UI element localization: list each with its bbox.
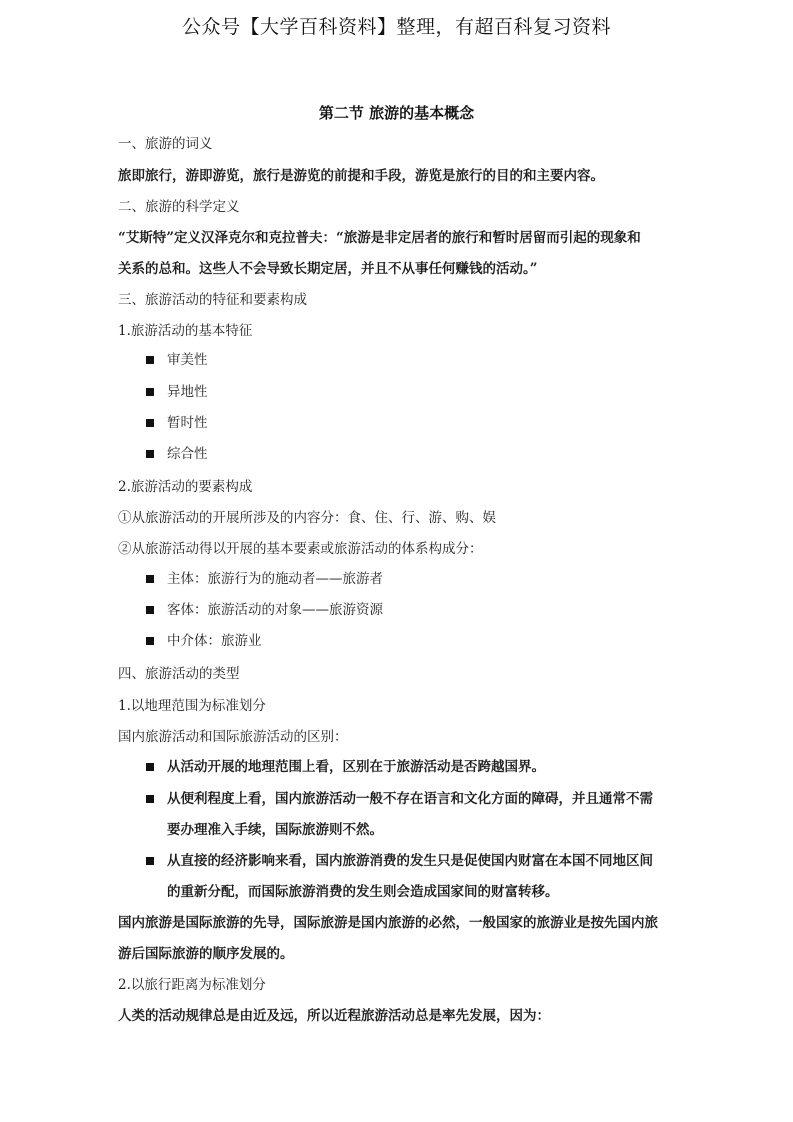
difference-item-2-line-1: 从便利程度上看，国内旅游活动一般不存在语言和文化方面的障碍，并且通常不需 [167, 791, 653, 807]
heading-word-meaning: 一、旅游的词义 [118, 136, 213, 152]
paragraph-content-division: ①从旅游活动的开展所涉及的内容分：食、住、行、游、购、娱 [118, 510, 496, 526]
element-item: 客体：旅游活动的对象——旅游资源 [167, 602, 383, 618]
feature-item: 异地性 [167, 384, 208, 400]
bullet-square-icon [146, 388, 154, 396]
bullet-square-icon [146, 637, 154, 645]
paragraph-word-meaning: 旅即旅行，游即游览，旅行是游览的前提和手段，游览是旅行的目的和主要内容。 [118, 168, 604, 184]
paragraph-definition-line-2: 关系的总和。这些人不会导致长期定居，并且不从事任何赚钱的活动。” [118, 261, 538, 277]
bullet-square-icon [146, 450, 154, 458]
element-item: 主体：旅游行为的施动者——旅游者 [167, 571, 383, 587]
bullet-square-icon [146, 575, 154, 583]
element-item: 中介体：旅游业 [167, 633, 262, 649]
section-title: 第二节 旅游的基本概念 [318, 104, 475, 122]
bullet-square-icon [146, 795, 154, 803]
difference-item-1: 从活动开展的地理范围上看，区别在于旅游活动是否跨越国界。 [167, 759, 545, 775]
paragraph-distance: 人类的活动规律总是由近及远，所以近程旅游活动总是率先发展，因为： [118, 1008, 550, 1024]
difference-item-3-line-2: 的重新分配，而国际旅游消费的发生则会造成国家间的财富转移。 [167, 884, 559, 900]
difference-item-3-line-1: 从直接的经济影响来看，国内旅游消费的发生只是促使国内财富在本国不同地区间 [167, 853, 653, 869]
paragraph-system-division: ②从旅游活动得以开展的基本要素或旅游活动的体系构成分： [118, 541, 483, 557]
bullet-square-icon [146, 606, 154, 614]
bullet-square-icon [146, 419, 154, 427]
bullet-square-icon [146, 857, 154, 865]
page-header: 公众号【大学百科资料】整理，有超百科复习资料 [181, 16, 611, 38]
heading-activity-types: 四、旅游活动的类型 [118, 666, 240, 682]
paragraph-order-line-2: 游后国际旅游的顺序发展的。 [118, 946, 294, 962]
paragraph-differences-intro: 国内旅游活动和国际旅游活动的区别： [118, 729, 348, 745]
subheading-elements: 2.旅游活动的要素构成 [118, 479, 253, 495]
subheading-geographic: 1.以地理范围为标准划分 [118, 698, 266, 714]
subheading-distance: 2.以旅行距离为标准划分 [118, 977, 266, 993]
heading-features-elements: 三、旅游活动的特征和要素构成 [118, 292, 307, 308]
paragraph-order-line-1: 国内旅游是国际旅游的先导，国际旅游是国内旅游的必然，一般国家的旅游业是按先国内旅 [118, 915, 658, 931]
bullet-square-icon [146, 763, 154, 771]
feature-item: 审美性 [167, 352, 208, 368]
paragraph-definition-line-1: “艾斯特”定义汉泽克尔和克拉普夫：“旅游是非定居者的旅行和暂时居留而引起的现象和 [118, 230, 641, 246]
bullet-square-icon [146, 356, 154, 364]
feature-item: 综合性 [167, 446, 208, 462]
feature-item: 暂时性 [167, 415, 208, 431]
difference-item-2-line-2: 要办理准入手续，国际旅游则不然。 [167, 822, 383, 838]
subheading-basic-features: 1.旅游活动的基本特征 [118, 323, 253, 339]
heading-scientific-definition: 二、旅游的科学定义 [118, 199, 240, 215]
